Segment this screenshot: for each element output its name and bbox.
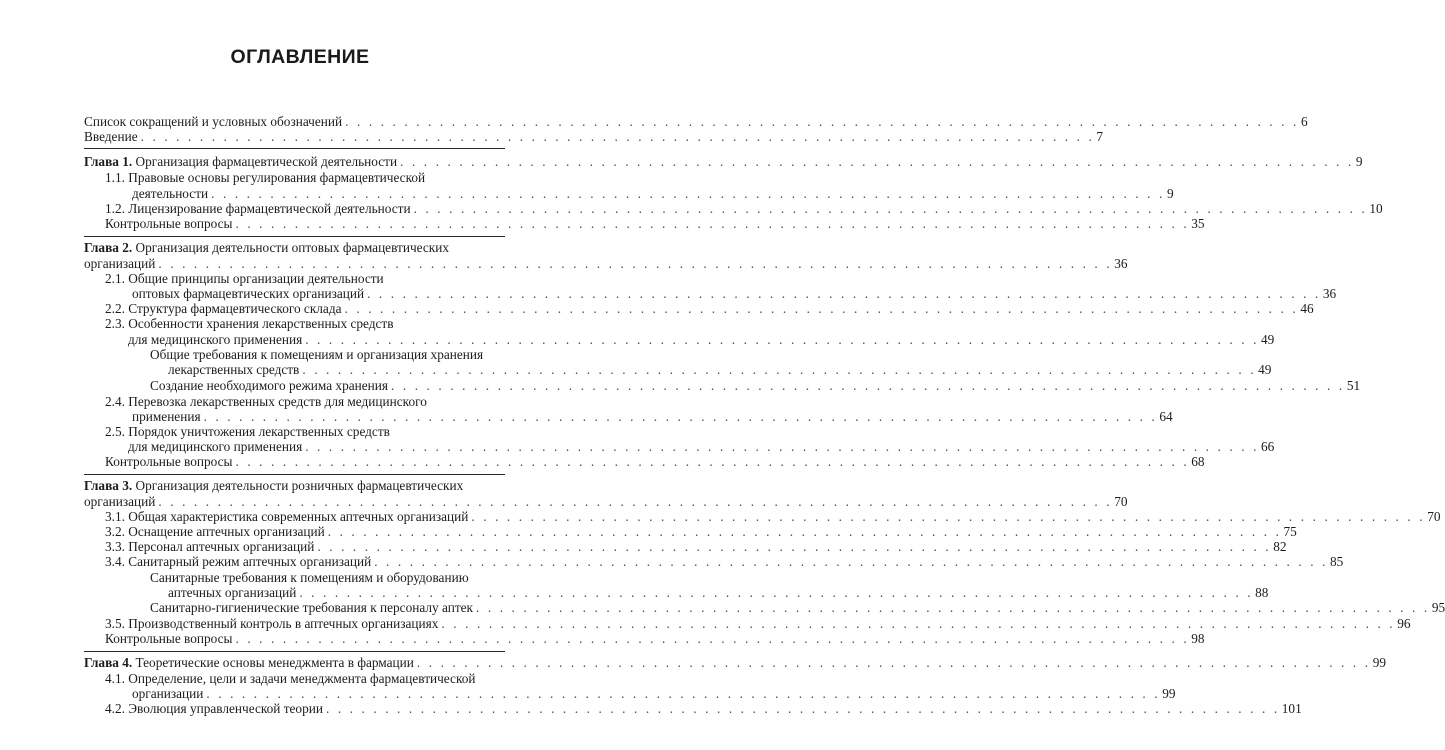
toc-entry-2-5[interactable]: 2.5. Порядок уничтожения лекарственных средств [105,424,390,439]
dot-leader: . . . . . . . . . . . . . . . . . . . . . . . . . . . . . . . . . . . . . . . . . . . . . . . . . . . . . . . . . . . . . . . . . . . . . . . . . . . . . . . . . [203,409,1158,424]
toc-entry-4-2[interactable]: 4.2. Эволюция управленческой теории . . . . . . . . . . . . . . . . . . . . . . . . . . . . . . . . . . . . . . . . . . . . . . . . . . . . . . . . . . . . . . . . . . . . . . . . . . . . . . . . . 101 [105,701,1302,716]
dot-leader: . . . . . . . . . . . . . . . . . . . . . . . . . . . . . . . . . . . . . . . . . . . . . . . . . . . . . . . . . . . . . . . . . . . . . . . . . . . . . . . . . [302,362,1257,377]
toc-entry-2-1-cont[interactable]: оптовых фармацевтических организаций . . . . . . . . . . . . . . . . . . . . . . . . . . . . . . . . . . . . . . . . . . . . . . . . . . . . . . . . . . . . . . . . . . . . . . . . . . . . . . . . . 36 [132,286,1337,301]
page-number: 46 [1300,301,1314,316]
page-number: 51 [1346,378,1361,393]
toc-entry-questions-3[interactable]: Контрольные вопросы . . . . . . . . . . . . . . . . . . . . . . . . . . . . . . . . . . . . . . . . . . . . . . . . . . . . . . . . . . . . . . . . . . . . . . . . . . . . . . . . . 98 [105,631,1205,646]
page-number: 98 [1191,631,1205,646]
page-number: 49 [1261,332,1275,347]
dot-leader: . . . . . . . . . . . . . . . . . . . . . . . . . . . . . . . . . . . . . . . . . . . . . . . . . . . . . . . . . . . . . . . . . . . . . . . . . . . . . . . . . [305,439,1260,454]
page-number: 99 [1162,686,1176,701]
toc-entry-questions-1[interactable]: Контрольные вопросы . . . . . . . . . . . . . . . . . . . . . . . . . . . . . . . . . . . . . . . . . . . . . . . . . . . . . . . . . . . . . . . . . . . . . . . . . . . . . . . . . 35 [105,216,1205,231]
toc-entry-4-1[interactable]: 4.1. Определение, цели и задачи менеджмента фармацевтической [105,671,476,686]
dot-leader: . . . . . . . . . . . . . . . . . . . . . . . . . . . . . . . . . . . . . . . . . . . . . . . . . . . . . . . . . . . . . . . . . . . . . . . . . . . . . . . . . [235,216,1190,231]
page-number: 35 [1191,216,1205,231]
page-number: 64 [1159,409,1173,424]
page-number: 99 [1372,655,1386,670]
toc-entry-3-2[interactable]: 3.2. Оснащение аптечных организаций . . . . . . . . . . . . . . . . . . . . . . . . . . . . . . . . . . . . . . . . . . . . . . . . . . . . . . . . . . . . . . . . . . . . . . . . . . . . . . . . . 75 [105,524,1297,539]
page-number: 7 [1096,129,1104,144]
toc-entry-3-4-a-cont[interactable]: аптечных организаций . . . . . . . . . . . . . . . . . . . . . . . . . . . . . . . . . . . . . . . . . . . . . . . . . . . . . . . . . . . . . . . . . . . . . . . . . . . . . . . . . 88 [168,585,1269,600]
toc-entry-2-5-cont[interactable]: для медицинского применения . . . . . . . . . . . . . . . . . . . . . . . . . . . . . . . . . . . . . . . . . . . . . . . . . . . . . . . . . . . . . . . . . . . . . . . . . . . . . . . . . 66 [128,439,1275,454]
toc-entry-introduction[interactable]: Введение . . . . . . . . . . . . . . . . . . . . . . . . . . . . . . . . . . . . . . . . . . . . . . . . . . . . . . . . . . . . . . . . . . . . . . . . . . . . . . . . . 7 [84,129,1104,144]
dot-leader: . . . . . . . . . . . . . . . . . . . . . . . . . . . . . . . . . . . . . . . . . . . . . . . . . . . . . . . . . . . . . . . . . . . . . . . . . . . . . . . . . [206,686,1161,701]
page-number: 36 [1114,256,1128,271]
toc-chapter-4[interactable]: Глава 4. Теоретические основы менеджмента в фармации . . . . . . . . . . . . . . . . . . . . . . . . . . . . . . . . . . . . . . . . . . . . . . . . . . . . . . . . . . . . . . . . . . . . . . . . . . . . . . . . . 99 [84,655,1386,670]
page-number: 6 [1300,114,1308,129]
toc-entry-2-2[interactable]: 2.2. Структура фармацевтического склада . . . . . . . . . . . . . . . . . . . . . . . . . . . . . . . . . . . . . . . . . . . . . . . . . . . . . . . . . . . . . . . . . . . . . . . . . . . . . . . . . 46 [105,301,1314,316]
toc-entry-1-1[interactable]: 1.1. Правовые основы регулирования фармацевтической [105,170,426,185]
toc-entry-2-4-cont[interactable]: применения . . . . . . . . . . . . . . . . . . . . . . . . . . . . . . . . . . . . . . . . . . . . . . . . . . . . . . . . . . . . . . . . . . . . . . . . . . . . . . . . . 64 [132,409,1173,424]
page-number: 10 [1369,201,1383,216]
page-number: 70 [1114,494,1128,509]
dot-leader: . . . . . . . . . . . . . . . . . . . . . . . . . . . . . . . . . . . . . . . . . . . . . . . . . . . . . . . . . . . . . . . . . . . . . . . . . . . . . . . . . [400,154,1354,169]
dot-leader: . . . . . . . . . . . . . . . . . . . . . . . . . . . . . . . . . . . . . . . . . . . . . . . . . . . . . . . . . . . . . . . . . . . . . . . . . . . . . . . . . [471,509,1426,524]
toc-entry-2-3-a-cont[interactable]: лекарственных средств . . . . . . . . . . . . . . . . . . . . . . . . . . . . . . . . . . . . . . . . . . . . . . . . . . . . . . . . . . . . . . . . . . . . . . . . . . . . . . . . . 49 [168,362,1272,377]
dot-leader: . . . . . . . . . . . . . . . . . . . . . . . . . . . . . . . . . . . . . . . . . . . . . . . . . . . . . . . . . . . . . . . . . . . . . . . . . . . . . . . . . [305,332,1260,347]
chapter-label: Глава 2. [84,240,133,255]
toc-entry-1-2[interactable]: 1.2. Лицензирование фармацевтической деятельности . . . . . . . . . . . . . . . . . . . . . . . . . . . . . . . . . . . . . . . . . . . . . . . . . . . . . . . . . . . . . . . . . . . . . . . . . . . . . . . . . 10 [105,201,1383,216]
page-number: 101 [1281,701,1302,716]
toc-entry-3-1[interactable]: 3.1. Общая характеристика современных аптечных организаций . . . . . . . . . . . . . . . . . . . . . . . . . . . . . . . . . . . . . . . . . . . . . . . . . . . . . . . . . . . . . . . . . . . . . . . . . . . . . . . . . 70 [105,509,1441,524]
toc-entry-2-3[interactable]: 2.3. Особенности хранения лекарственных средств [105,316,394,331]
page-number: 88 [1255,585,1269,600]
toc-entry-2-3-cont[interactable]: для медицинского применения . . . . . . . . . . . . . . . . . . . . . . . . . . . . . . . . . . . . . . . . . . . . . . . . . . . . . . . . . . . . . . . . . . . . . . . . . . . . . . . . . 49 [128,332,1275,347]
dot-leader: . . . . . . . . . . . . . . . . . . . . . . . . . . . . . . . . . . . . . . . . . . . . . . . . . . . . . . . . . . . . . . . . . . . . . . . . . . . . . . . . . [344,301,1299,316]
toc-entry-3-4-a[interactable]: Санитарные требования к помещениям и оборудованию [150,570,469,585]
page-number: 70 [1427,509,1441,524]
page-number: 68 [1191,454,1205,469]
section-divider [84,148,505,149]
dot-leader: . . . . . . . . . . . . . . . . . . . . . . . . . . . . . . . . . . . . . . . . . . . . . . . . . . . . . . . . . . . . . . . . . . . . . . . . . . . . . . . . . [299,585,1254,600]
dot-leader: . . . . . . . . . . . . . . . . . . . . . . . . . . . . . . . . . . . . . . . . . . . . . . . . . . . . . . . . . . . . . . . . . . . . . . . . . . . . . . . . . [327,524,1282,539]
dot-leader: . . . . . . . . . . . . . . . . . . . . . . . . . . . . . . . . . . . . . . . . . . . . . . . . . . . . . . . . . . . . . . . . . . . . . . . . . . . . . . . . . [235,454,1190,469]
toc-entry-3-4[interactable]: 3.4. Санитарный режим аптечных организаций . . . . . . . . . . . . . . . . . . . . . . . . . . . . . . . . . . . . . . . . . . . . . . . . . . . . . . . . . . . . . . . . . . . . . . . . . . . . . . . . . 85 [105,554,1344,569]
toc-entry-questions-2[interactable]: Контрольные вопросы . . . . . . . . . . . . . . . . . . . . . . . . . . . . . . . . . . . . . . . . . . . . . . . . . . . . . . . . . . . . . . . . . . . . . . . . . . . . . . . . . 68 [105,454,1205,469]
toc-chapter-3-cont[interactable]: организаций . . . . . . . . . . . . . . . . . . . . . . . . . . . . . . . . . . . . . . . . . . . . . . . . . . . . . . . . . . . . . . . . . . . . . . . . . . . . . . . . . 70 [84,494,1128,509]
toc-chapter-2[interactable]: Глава 2. Организация деятельности оптовых фармацевтических [84,240,450,255]
page-number: 82 [1273,539,1287,554]
page-number: 85 [1330,554,1344,569]
toc-entry-2-4[interactable]: 2.4. Перевозка лекарственных средств для медицинского [105,394,427,409]
dot-leader: . . . . . . . . . . . . . . . . . . . . . . . . . . . . . . . . . . . . . . . . . . . . . . . . . . . . . . . . . . . . . . . . . . . . . . . . . . . . . . . . . [413,201,1368,216]
toc-entry-1-1-cont[interactable]: деятельности . . . . . . . . . . . . . . . . . . . . . . . . . . . . . . . . . . . . . . . . . . . . . . . . . . . . . . . . . . . . . . . . . . . . . . . . . . . . . . . . . 9 [132,186,1174,201]
page-number: 95 [1431,600,1445,615]
toc-chapter-3[interactable]: Глава 3. Организация деятельности розничных фармацевтических [84,478,464,493]
page-number: 9 [1166,186,1174,201]
dot-leader: . . . . . . . . . . . . . . . . . . . . . . . . . . . . . . . . . . . . . . . . . . . . . . . . . . . . . . . . . . . . . . . . . . . . . . . . . . . . . . . . . [367,286,1321,301]
toc-entry-3-5[interactable]: 3.5. Производственный контроль в аптечных организациях . . . . . . . . . . . . . . . . . . . . . . . . . . . . . . . . . . . . . . . . . . . . . . . . . . . . . . . . . . . . . . . . . . . . . . . . . . . . . . . . . 96 [105,616,1411,631]
toc-chapter-1[interactable]: Глава 1. Организация фармацевтической деятельности . . . . . . . . . . . . . . . . . . . . . . . . . . . . . . . . . . . . . . . . . . . . . . . . . . . . . . . . . . . . . . . . . . . . . . . . . . . . . . . . . 9 [84,154,1363,169]
chapter-label: Глава 4. [84,655,133,670]
page-number: 75 [1283,524,1297,539]
dot-leader: . . . . . . . . . . . . . . . . . . . . . . . . . . . . . . . . . . . . . . . . . . . . . . . . . . . . . . . . . . . . . . . . . . . . . . . . . . . . . . . . . [317,539,1272,554]
chapter-label: Глава 1. [84,154,133,169]
section-divider [84,236,505,237]
dot-leader: . . . . . . . . . . . . . . . . . . . . . . . . . . . . . . . . . . . . . . . . . . . . . . . . . . . . . . . . . . . . . . . . . . . . . . . . . . . . . . . . . [441,616,1396,631]
toc-entry-abbreviations[interactable]: Список сокращений и условных обозначений . . . . . . . . . . . . . . . . . . . . . . . . . . . . . . . . . . . . . . . . . . . . . . . . . . . . . . . . . . . . . . . . . . . . . . . . . . . . . . . . . 6 [84,114,1308,129]
dot-leader: . . . . . . . . . . . . . . . . . . . . . . . . . . . . . . . . . . . . . . . . . . . . . . . . . . . . . . . . . . . . . . . . . . . . . . . . . . . . . . . . . [325,701,1280,716]
toc-entry-2-1[interactable]: 2.1. Общие принципы организации деятельности [105,271,384,286]
dot-leader: . . . . . . . . . . . . . . . . . . . . . . . . . . . . . . . . . . . . . . . . . . . . . . . . . . . . . . . . . . . . . . . . . . . . . . . . . . . . . . . . . [140,129,1095,144]
toc-entry-2-3-b[interactable]: Создание необходимого режима хранения . . . . . . . . . . . . . . . . . . . . . . . . . . . . . . . . . . . . . . . . . . . . . . . . . . . . . . . . . . . . . . . . . . . . . . . . . . . . . . . . . 51 [150,378,1361,393]
page-number: 36 [1322,286,1337,301]
dot-leader: . . . . . . . . . . . . . . . . . . . . . . . . . . . . . . . . . . . . . . . . . . . . . . . . . . . . . . . . . . . . . . . . . . . . . . . . . . . . . . . . . [211,186,1165,201]
toc-entry-4-1-cont[interactable]: организации . . . . . . . . . . . . . . . . . . . . . . . . . . . . . . . . . . . . . . . . . . . . . . . . . . . . . . . . . . . . . . . . . . . . . . . . . . . . . . . . . 99 [132,686,1176,701]
dot-leader: . . . . . . . . . . . . . . . . . . . . . . . . . . . . . . . . . . . . . . . . . . . . . . . . . . . . . . . . . . . . . . . . . . . . . . . . . . . . . . . . . [476,600,1430,615]
toc-entry-3-3[interactable]: 3.3. Персонал аптечных организаций . . . . . . . . . . . . . . . . . . . . . . . . . . . . . . . . . . . . . . . . . . . . . . . . . . . . . . . . . . . . . . . . . . . . . . . . . . . . . . . . . 82 [105,539,1287,554]
section-divider [84,651,505,652]
dot-leader: . . . . . . . . . . . . . . . . . . . . . . . . . . . . . . . . . . . . . . . . . . . . . . . . . . . . . . . . . . . . . . . . . . . . . . . . . . . . . . . . . [391,378,1345,393]
dot-leader: . . . . . . . . . . . . . . . . . . . . . . . . . . . . . . . . . . . . . . . . . . . . . . . . . . . . . . . . . . . . . . . . . . . . . . . . . . . . . . . . . [158,494,1113,509]
dot-leader: . . . . . . . . . . . . . . . . . . . . . . . . . . . . . . . . . . . . . . . . . . . . . . . . . . . . . . . . . . . . . . . . . . . . . . . . . . . . . . . . . [235,631,1190,646]
dot-leader: . . . . . . . . . . . . . . . . . . . . . . . . . . . . . . . . . . . . . . . . . . . . . . . . . . . . . . . . . . . . . . . . . . . . . . . . . . . . . . . . . [158,256,1113,271]
page-number: 49 [1258,362,1272,377]
page-number: 96 [1397,616,1411,631]
page-number: 9 [1355,154,1363,169]
dot-leader: . . . . . . . . . . . . . . . . . . . . . . . . . . . . . . . . . . . . . . . . . . . . . . . . . . . . . . . . . . . . . . . . . . . . . . . . . . . . . . . . . [374,554,1329,569]
toc-entry-2-3-a[interactable]: Общие требования к помещениям и организация хранения [150,347,484,362]
chapter-label: Глава 3. [84,478,133,493]
dot-leader: . . . . . . . . . . . . . . . . . . . . . . . . . . . . . . . . . . . . . . . . . . . . . . . . . . . . . . . . . . . . . . . . . . . . . . . . . . . . . . . . . [416,655,1371,670]
page-title: ОГЛАВЛЕНИЕ [230,46,370,68]
toc-chapter-2-cont[interactable]: организаций . . . . . . . . . . . . . . . . . . . . . . . . . . . . . . . . . . . . . . . . . . . . . . . . . . . . . . . . . . . . . . . . . . . . . . . . . . . . . . . . . 36 [84,256,1128,271]
page-number: 66 [1261,439,1275,454]
toc-entry-3-4-b[interactable]: Санитарно-гигиенические требования к персоналу аптек . . . . . . . . . . . . . . . . . . . . . . . . . . . . . . . . . . . . . . . . . . . . . . . . . . . . . . . . . . . . . . . . . . . . . . . . . . . . . . . . . 95 [150,600,1445,615]
dot-leader: . . . . . . . . . . . . . . . . . . . . . . . . . . . . . . . . . . . . . . . . . . . . . . . . . . . . . . . . . . . . . . . . . . . . . . . . . . . . . . . . . [345,114,1299,129]
section-divider [84,474,505,475]
